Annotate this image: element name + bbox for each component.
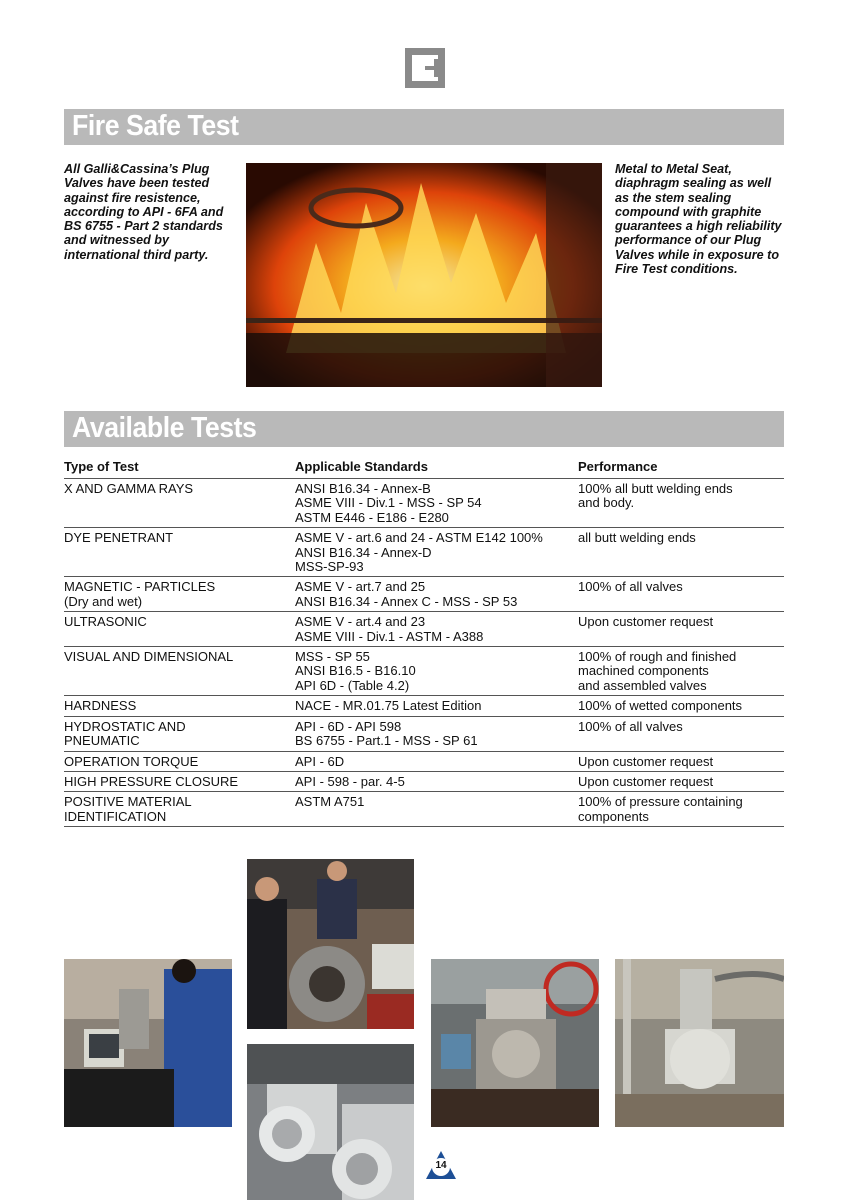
fire-test-photo (246, 163, 602, 387)
test-performance: 100% all butt welding ends and body. (578, 481, 733, 511)
test-standards: API - 6D - API 598 BS 6755 - Part.1 - MSS - SP 61 (295, 718, 478, 749)
test-performance: 100% of wetted components (578, 698, 743, 714)
fire-safe-heading-band (64, 109, 784, 145)
valve-assembly-photo (431, 959, 599, 1127)
table-row (64, 528, 784, 577)
test-standards: ASME V - art.7 and 25 ANSI B16.34 - Annex C - MSS - SP 53 (295, 579, 518, 609)
test-type: OPERATION TORQUE (64, 753, 199, 769)
test-standards: NACE - MR.01.75 Latest Edition (295, 698, 482, 714)
table-row (64, 792, 784, 827)
test-performance: 100% of all valves (578, 718, 683, 734)
test-standards: ANSI B16.34 - Annex-B ASME VIII - Div.1 - MSS - SP 54 ASTM E446 - E186 - E280 (295, 481, 482, 525)
header-performance: Performance (578, 459, 658, 474)
test-standards: API - 6D (295, 753, 345, 769)
test-type: ULTRASONIC (64, 614, 147, 630)
test-standards: ASME V - art.6 and 24 - ASTM E142 100% ANSI B16.34 - Annex-D MSS-SP-93 (295, 530, 543, 575)
test-performance: all butt welding ends (578, 530, 696, 546)
test-performance: 100% of rough and finished machined components and assembled valves (578, 649, 737, 693)
test-standards: MSS - SP 55 ANSI B16.5 - B16.10 API 6D - (Table 4.2) (295, 649, 416, 693)
test-performance: Upon customer request (578, 773, 714, 789)
page-number: 14 (435, 1160, 447, 1171)
test-performance: 100% of all valves (578, 579, 683, 595)
valve-bodies-photo (247, 1044, 414, 1200)
table-row (64, 772, 784, 792)
header-applicable-standards: Applicable Standards (295, 459, 428, 474)
tests-table (64, 456, 784, 827)
test-standards: ASME V - art.4 and 23 ASME VIII - Div.1 - ASTM - A388 (295, 614, 484, 644)
test-performance: 100% of pressure containing components (578, 794, 743, 824)
table-row (64, 577, 784, 612)
table-row (64, 696, 784, 716)
test-type: HYDROSTATIC AND PNEUMATIC (64, 718, 186, 749)
table-row (64, 752, 784, 772)
test-performance: Upon customer request (578, 753, 714, 769)
computer-station-photo (64, 959, 232, 1127)
test-type: POSITIVE MATERIAL IDENTIFICATION (64, 794, 192, 824)
test-standards: API - 598 - par. 4-5 (295, 773, 405, 789)
test-type: MAGNETIC - PARTICLES (Dry and wet) (64, 579, 216, 609)
table-row (64, 612, 784, 647)
test-type: HIGH PRESSURE CLOSURE (64, 773, 239, 789)
table-row (64, 717, 784, 752)
table-row (64, 647, 784, 696)
test-performance: Upon customer request (578, 614, 714, 630)
available-tests-title: Available Tests (72, 412, 257, 444)
table-row (64, 479, 784, 528)
workshop-inspection-photo (247, 859, 414, 1029)
page-number-badge (426, 1151, 456, 1179)
test-type: DYE PENETRANT (64, 530, 174, 546)
test-type: X AND GAMMA RAYS (64, 481, 194, 496)
available-tests-heading-band (64, 411, 784, 447)
test-type: HARDNESS (64, 698, 137, 714)
fire-safe-right-text: Metal to Metal Seat, diaphragm sealing as well as the stem sealing compound with graphite guarantees a high reliability performance of our Plug Valves while in exposure to Fire Test conditions. (615, 162, 782, 277)
fire-safe-title: Fire Safe Test (72, 110, 239, 142)
table-header-row (64, 456, 784, 479)
fire-safe-left-text: All Galli&Cassina’s Plug Valves have been tested against fire resistence, according to API - 6FA and BS 6755 - Part 2 standards and witnessed by international third party. (64, 162, 224, 262)
test-type: VISUAL AND DIMENSIONAL (64, 649, 234, 665)
test-standards: ASTM A751 (295, 794, 365, 810)
header-type-of-test: Type of Test (64, 459, 139, 474)
company-logo-icon (405, 48, 445, 88)
stainless-valve-photo (615, 959, 784, 1127)
